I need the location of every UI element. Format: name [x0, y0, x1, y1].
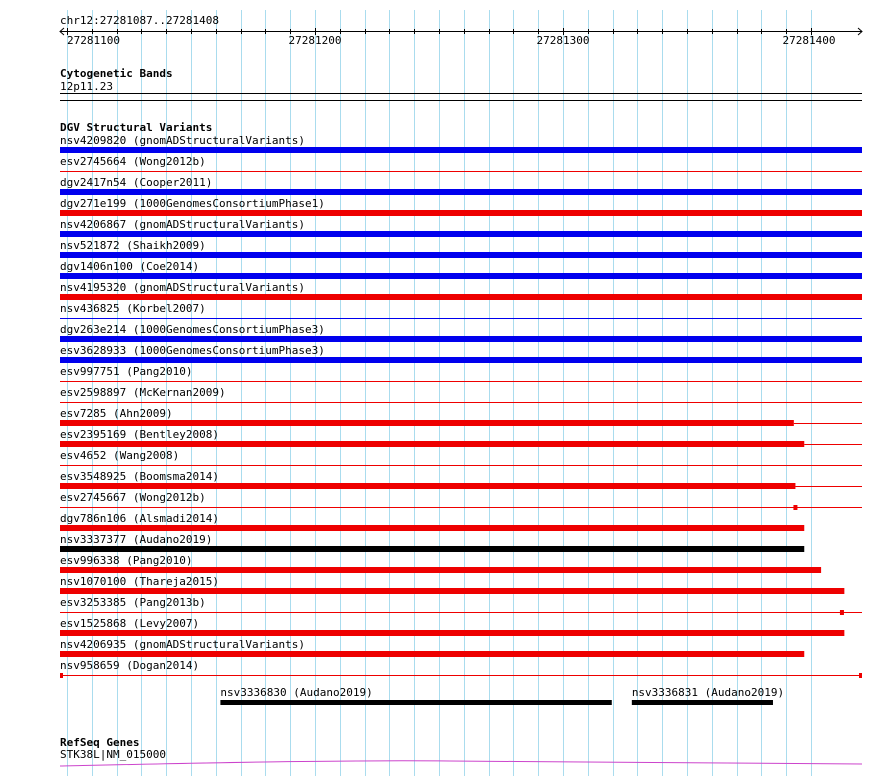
dgv-feature[interactable] [60, 344, 862, 363]
dgv-feature[interactable] [60, 449, 862, 466]
coordinate-ruler[interactable] [60, 28, 862, 47]
dgv-feature-label[interactable]: nsv3336831 (Audano2019) [631, 686, 785, 699]
dgv-feature-bar[interactable] [60, 441, 804, 447]
dgv-feature-label[interactable]: esv2745667 (Wong2012b) [60, 491, 206, 504]
dgv-feature[interactable] [60, 428, 862, 447]
location-label: chr12:27281087..27281408 [60, 14, 219, 27]
dgv-feature-label[interactable]: esv1525868 (Levy2007) [60, 617, 200, 630]
dgv-feature-cap [60, 673, 63, 678]
dgv-feature-bar[interactable] [60, 357, 862, 363]
dgv-feature[interactable] [60, 596, 862, 615]
dgv-feature-bar[interactable] [60, 525, 804, 531]
dgv-feature-cap [859, 673, 862, 678]
dgv-feature[interactable] [60, 491, 862, 510]
dgv-feature[interactable] [60, 512, 804, 531]
dgv-feature-label[interactable]: esv7285 (Ahn2009) [60, 407, 173, 420]
dgv-feature-label[interactable]: nsv4209820 (gnomADStructuralVariants) [60, 134, 306, 147]
dgv-feature-label[interactable]: nsv4195320 (gnomADStructuralVariants) [60, 281, 306, 294]
dgv-feature-label[interactable]: esv3548925 (Boomsma2014) [60, 470, 219, 483]
dgv-feature-bar[interactable] [60, 336, 862, 342]
refseq-gene-line[interactable] [60, 761, 862, 766]
dgv-feature[interactable] [60, 575, 844, 594]
dgv-feature-bar[interactable] [60, 630, 844, 636]
dgv-feature[interactable] [60, 659, 862, 678]
cytoband-track-title: Cytogenetic Bands [60, 67, 173, 80]
cytoband-label: 12p11.23 [60, 80, 113, 93]
dgv-feature-bar[interactable] [60, 231, 862, 237]
dgv-feature[interactable] [60, 239, 862, 258]
dgv-feature-pair-row [220, 686, 784, 705]
dgv-feature-cap [840, 610, 844, 615]
dgv-feature-cap [793, 505, 797, 510]
dgv-feature-label[interactable]: dgv2417n54 (Cooper2011) [60, 176, 213, 189]
dgv-feature-label[interactable]: esv4652 (Wang2008) [60, 449, 180, 462]
dgv-feature[interactable] [60, 365, 862, 382]
dgv-feature-bar[interactable] [220, 700, 611, 705]
ruler-tick-label: 27281100 [67, 34, 120, 47]
dgv-feature-bar[interactable] [60, 420, 794, 426]
dgv-feature-label[interactable]: nsv4206867 (gnomADStructuralVariants) [60, 218, 306, 231]
ruler-tick-label: 27281400 [782, 34, 836, 47]
dgv-feature-list [60, 134, 862, 678]
dgv-feature-bar[interactable] [632, 700, 773, 705]
dgv-feature[interactable] [60, 218, 862, 237]
dgv-feature-label[interactable]: esv2395169 (Bentley2008) [60, 428, 219, 441]
dgv-feature[interactable] [60, 617, 844, 636]
refseq-track-title: RefSeq Genes [60, 736, 140, 749]
dgv-feature-bar[interactable] [60, 189, 862, 195]
dgv-feature-label[interactable]: esv997751 (Pang2010) [60, 365, 193, 378]
dgv-feature[interactable] [60, 176, 862, 195]
dgv-feature-label[interactable]: nsv3336830 (Audano2019) [220, 686, 373, 699]
dgv-feature[interactable] [60, 638, 804, 657]
dgv-feature[interactable] [60, 155, 862, 172]
dgv-feature[interactable] [60, 134, 862, 153]
dgv-feature-bar[interactable] [60, 294, 862, 300]
dgv-feature-bar[interactable] [60, 483, 795, 489]
dgv-feature[interactable] [60, 386, 862, 403]
dgv-feature-label[interactable]: dgv786n106 (Alsmadi2014) [60, 512, 219, 525]
dgv-feature-label[interactable]: esv2598897 (McKernan2009) [60, 386, 226, 399]
dgv-feature-label[interactable]: nsv3337377 (Audano2019) [60, 533, 213, 546]
dgv-feature-label[interactable]: esv996338 (Pang2010) [60, 554, 193, 567]
dgv-feature[interactable] [220, 686, 611, 705]
dgv-feature-label[interactable]: esv3253385 (Pang2013b) [60, 596, 206, 609]
dgv-feature-label[interactable]: nsv4206935 (gnomADStructuralVariants) [60, 638, 306, 651]
dgv-feature[interactable] [60, 323, 862, 342]
dgv-feature-bar[interactable] [60, 651, 804, 657]
ruler-tick-label: 27281200 [288, 34, 342, 47]
dgv-feature-label[interactable]: dgv1406n100 (Coe2014) [60, 260, 200, 273]
dgv-feature[interactable] [60, 260, 862, 279]
dgv-feature-bar[interactable] [60, 252, 862, 258]
dgv-feature-label[interactable]: nsv958659 (Dogan2014) [60, 659, 200, 672]
dgv-feature[interactable] [632, 686, 784, 705]
dgv-feature-bar[interactable] [60, 210, 862, 216]
dgv-feature[interactable] [60, 470, 862, 489]
dgv-feature[interactable] [60, 554, 821, 573]
dgv-track-title: DGV Structural Variants [60, 121, 213, 134]
dgv-feature[interactable] [60, 533, 804, 552]
dgv-feature-bar[interactable] [60, 588, 844, 594]
dgv-feature[interactable] [60, 407, 862, 426]
dgv-feature[interactable] [60, 197, 862, 216]
dgv-feature-label[interactable]: nsv436825 (Korbel2007) [60, 302, 206, 315]
dgv-feature-label[interactable]: esv2745664 (Wong2012b) [60, 155, 206, 168]
dgv-feature-bar[interactable] [60, 147, 862, 153]
dgv-feature[interactable] [60, 281, 862, 300]
refseq-gene-label: STK38L|NM_015000 [60, 748, 166, 761]
dgv-feature-bar[interactable] [60, 273, 862, 279]
dgv-feature[interactable] [60, 302, 862, 319]
dgv-feature-label[interactable]: nsv1070100 (Thareja2015) [60, 575, 219, 588]
ruler-tick-label: 27281300 [536, 34, 590, 47]
dgv-feature-label[interactable]: dgv263e214 (1000GenomesConsortiumPhase3) [60, 323, 325, 336]
dgv-feature-label[interactable]: dgv271e199 (1000GenomesConsortiumPhase1) [60, 197, 325, 210]
dgv-feature-label[interactable]: nsv521872 (Shaikh2009) [60, 239, 206, 252]
dgv-feature-bar[interactable] [60, 567, 821, 573]
dgv-feature-label[interactable]: esv3628933 (1000GenomesConsortiumPhase3) [60, 344, 325, 357]
dgv-feature-bar[interactable] [60, 546, 804, 552]
